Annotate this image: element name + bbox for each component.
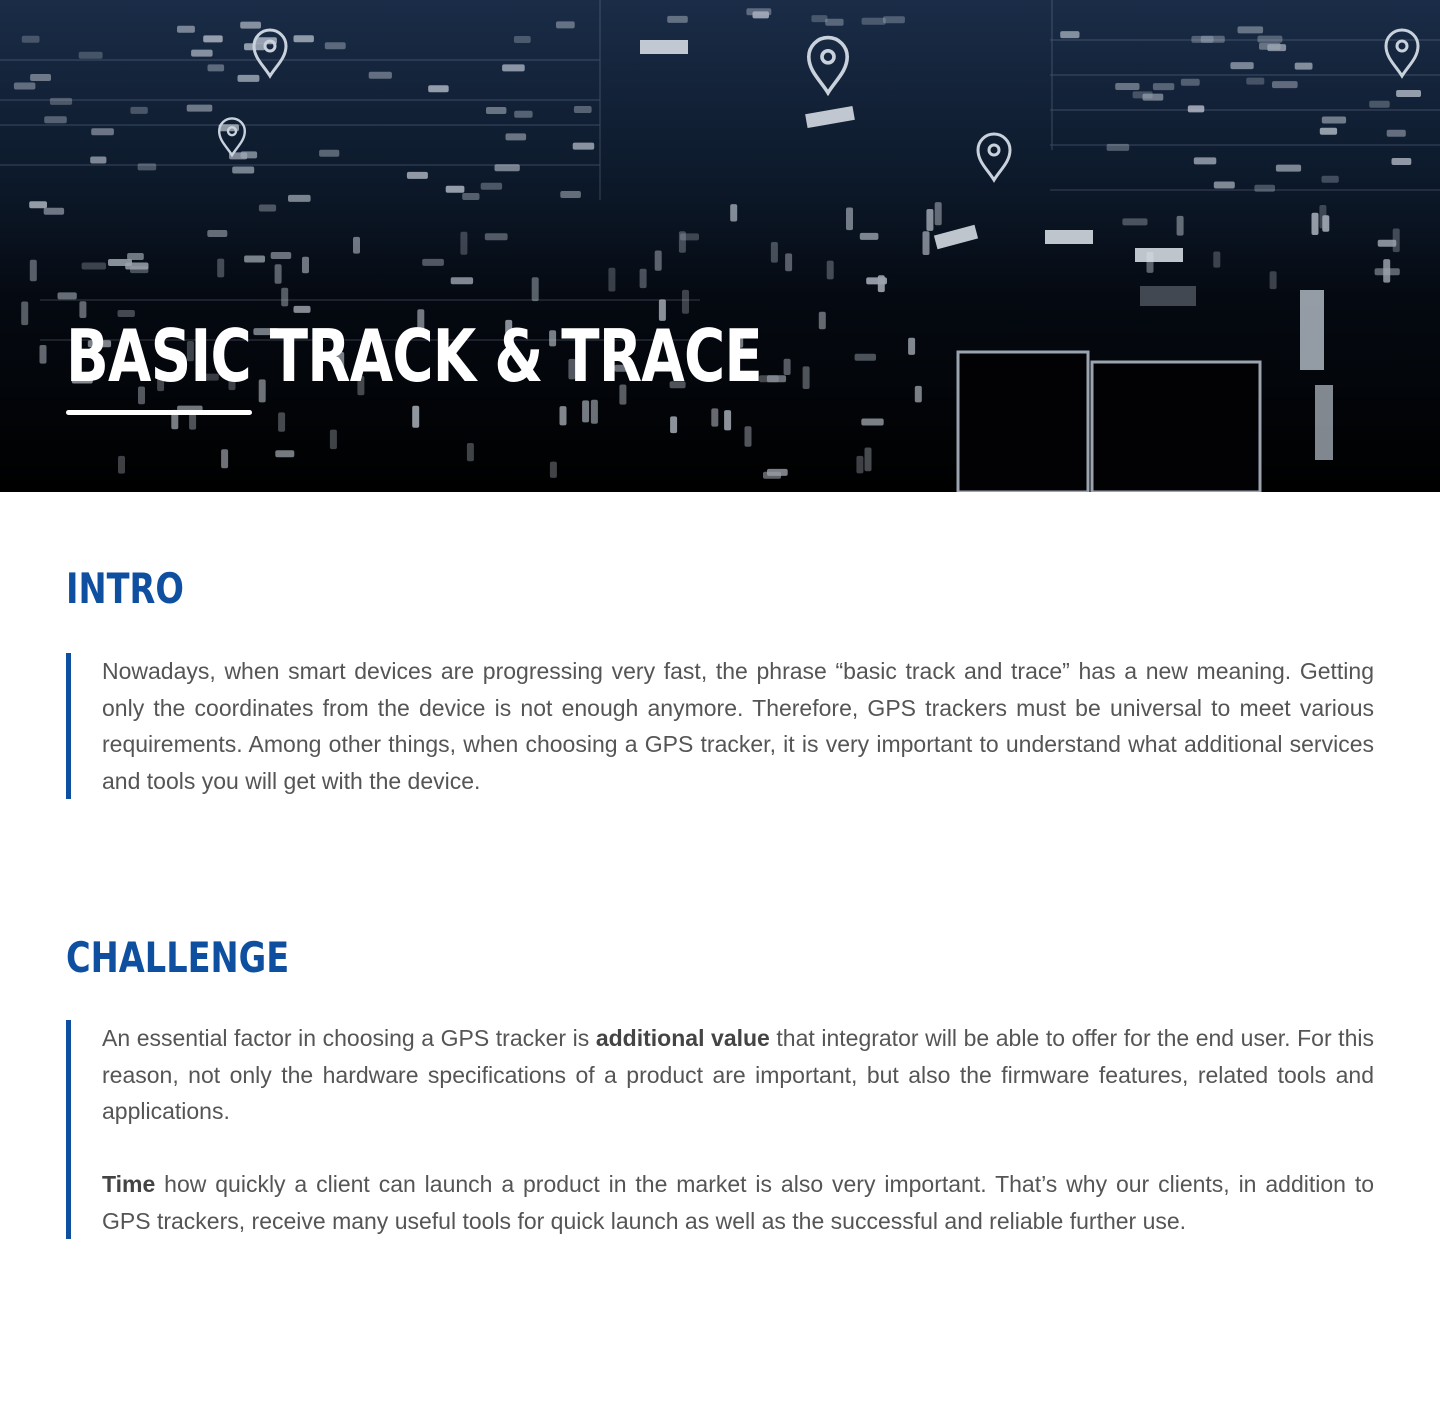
map-pin-icon bbox=[978, 134, 1010, 180]
additional-value-emphasis: additional value bbox=[595, 1025, 770, 1051]
map-pin-icon bbox=[254, 30, 286, 76]
intro-paragraph: Nowadays, when smart devices are progressing very fast, the phrase “basic track and trace” has a new meaning. Getting only the coordinates from the device is not enough anymore. Therefore, GPS trackers must be universal to meet various requirements. Among other things, when choosing a GPS tracker, it is very important to understand what additional services and tools you will get with the device. bbox=[102, 658, 1374, 794]
challenge-quote-block bbox=[66, 1020, 1374, 1239]
challenge-p2-text: how quickly a client can launch a product in the market is also very important. That’s why our clients, in addition to GPS trackers, receive many useful tools for quick launch as well as the successful and reliable further use. bbox=[102, 1171, 1374, 1234]
intro-quote-block bbox=[66, 653, 1374, 799]
intro-heading: INTRO bbox=[66, 564, 184, 613]
map-pin-icon bbox=[809, 38, 847, 93]
page-title: BASIC TRACK & TRACE bbox=[66, 314, 762, 398]
title-underline bbox=[66, 410, 252, 415]
map-pin-icon bbox=[1386, 30, 1418, 76]
challenge-p1-text: An essential factor in choosing a GPS tracker is bbox=[102, 1025, 596, 1051]
challenge-paragraph-2 bbox=[102, 1166, 1374, 1239]
challenge-paragraph-1 bbox=[102, 1020, 1374, 1130]
challenge-heading: CHALLENGE bbox=[66, 933, 290, 982]
hero-banner bbox=[0, 0, 1440, 492]
map-pin-icon bbox=[219, 118, 245, 155]
aerial-traffic-image bbox=[0, 0, 1440, 492]
challenge-p1-text-end: that integrator will be able to offer for the end user. For this reason, not only the hardware specifications of a product are important, but also the firmware features, related tools and applications. bbox=[102, 1025, 1374, 1124]
time-emphasis: Time bbox=[102, 1171, 156, 1197]
